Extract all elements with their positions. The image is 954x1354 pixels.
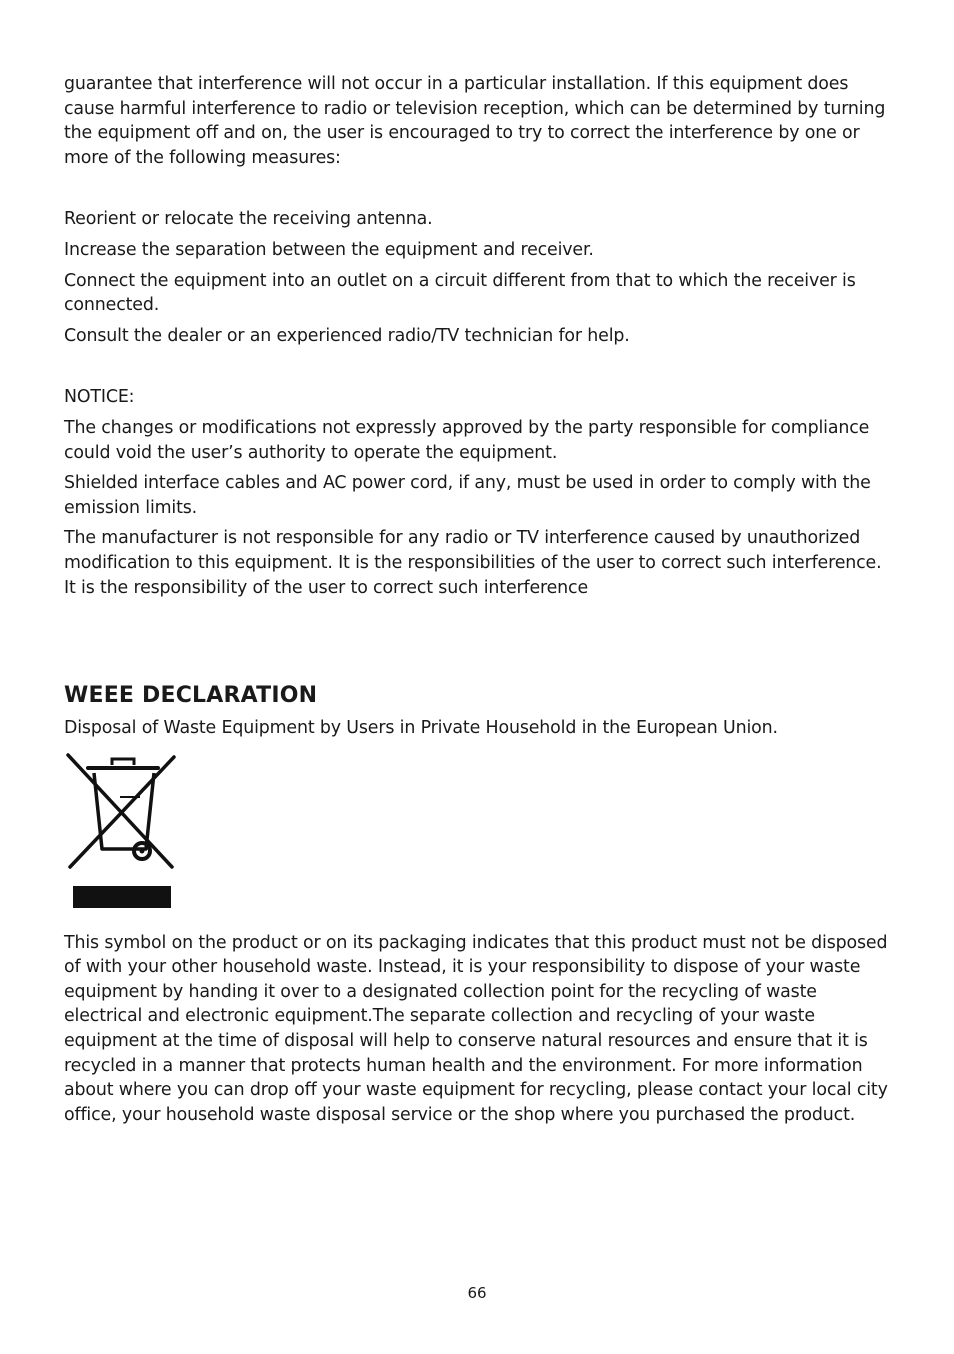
measure-item: Reorient or relocate the receiving antenna. [64,209,433,230]
notice-paragraph: Shielded interface cables and AC power cord, if any, must be used in order to comply with the emission limits. [64,473,871,518]
notice-section [64,385,890,600]
notice-paragraph: The manufacturer is not responsible for any radio or TV interference caused by unauthorized modification to this equipment. It is the responsibilities of the user to correct such interference. It is the responsibility of the user to correct such interference [64,528,882,598]
measures-list [64,207,890,348]
weee-heading: WEEE DECLARATION [64,683,318,709]
weee-subtitle: Disposal of Waste Equipment by Users in Private Household in the European Union. [64,718,778,739]
measure-item: Consult the dealer or an experienced radio/TV technician for help. [64,325,630,346]
measure-item: Increase the separation between the equipment and receiver. [64,239,594,260]
page-number: 66 [467,1284,487,1302]
measure-item: Connect the equipment into an outlet on a circuit different from that to which the receiver is connected. [64,270,856,316]
notice-paragraph: The changes or modifications not expressly approved by the party responsible for compliance could void the user’s authority to operate the equipment. [64,417,870,463]
intro-paragraph: guarantee that interference will not occur in a particular installation. If this equipment does cause harmful interference to radio or television reception, which can be determined by turning the equipment off and on, the user is encouraged to try to correct the interference by one or more of the following measures: [64,74,886,168]
crossed-out-wheeled-bin-icon [64,751,184,919]
weee-section [64,681,890,1127]
bin-symbol-bar [73,886,171,908]
notice-label: NOTICE: [64,387,135,408]
bin-symbol-graphic [64,751,184,881]
document-page [64,72,890,1127]
weee-body-paragraph: This symbol on the product or on its packaging indicates that this product must not be disposed of with your other household waste. Instead, it is your responsibility to dispose of your waste equipment by handing it over to a designated collection point for the recycling of waste electrical and electronic equipment.The separate collection and recycling of your waste equipment at the time of disposal will help to conserve natural resources and ensure that it is recycled in a manner that protects human health and the environment. For more information about where you can drop off your waste equipment for recycling, please contact your local city office, your household waste disposal service or the shop where you purchased the product. [64,932,888,1125]
